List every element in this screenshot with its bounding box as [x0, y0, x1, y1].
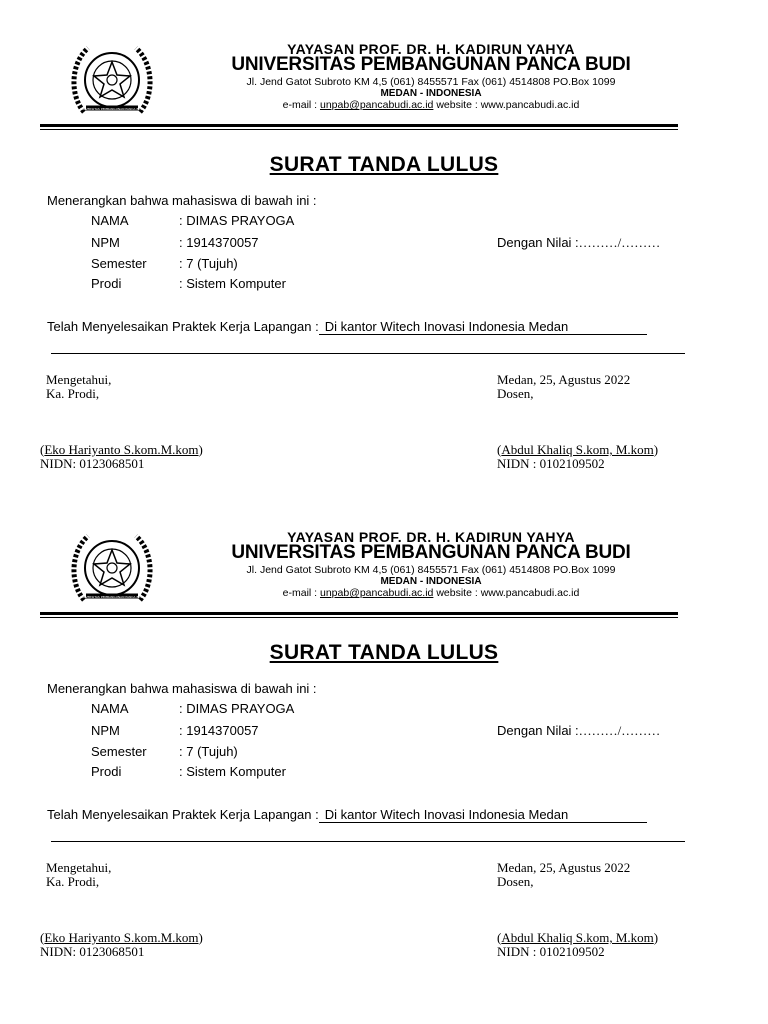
field-label-npm: NPM — [91, 723, 120, 738]
header-divider-thin — [40, 617, 678, 618]
left-signatory-name: Eko Hariyanto S.kom.M.kom — [44, 930, 199, 945]
left-sign-line2: Ka. Prodi, — [46, 386, 100, 401]
paren-close: ) — [653, 442, 659, 457]
letter-title: SURAT TANDA LULUS — [269, 641, 499, 664]
completion-line — [47, 807, 647, 823]
completion-text: Telah Menyelesaikan Praktek Kerja Lapangan : — [47, 807, 319, 822]
field-value-npm: : 1914370057 — [179, 235, 259, 250]
university-address: Jl. Jend Gatot Subroto KM 4,5 (061) 8455571 Fax (061) 4514808 PO.Box 1099 — [246, 76, 616, 88]
completion-place: Di kantor Witech Inovasi Indonesia Medan — [319, 807, 647, 823]
field-label-semester: Semester — [91, 744, 147, 759]
field-label-npm: NPM — [91, 235, 120, 250]
email-link[interactable]: unpab@pancabudi.ac.id — [319, 99, 434, 111]
intro-text: Menerangkan bahwa mahasiswa di bawah ini : — [47, 193, 317, 208]
email-link[interactable]: unpab@pancabudi.ac.id — [319, 587, 434, 599]
email-label: e-mail : — [282, 99, 320, 111]
field-label-nama: NAMA — [91, 701, 129, 716]
blank-line — [51, 841, 685, 842]
field-value-semester: : 7 (Tujuh) — [179, 256, 238, 271]
grade-value: ………/……… — [578, 723, 661, 738]
field-value-prodi: : Sistem Komputer — [179, 276, 286, 291]
paren-close: ) — [653, 930, 659, 945]
left-signatory-nidn: NIDN: 0123068501 — [40, 456, 145, 471]
intro-text: Menerangkan bahwa mahasiswa di bawah ini : — [47, 681, 317, 696]
field-label-prodi: Prodi — [91, 276, 122, 291]
svg-text:UNIVERSITAS PEMBANGUNAN PANCA: UNIVERSITAS PEMBANGUNAN PANCA BUDI — [80, 107, 144, 111]
paren-open: ( — [40, 442, 45, 457]
university-city: MEDAN - INDONESIA — [380, 576, 482, 587]
completion-line — [47, 319, 647, 335]
grade-field — [497, 723, 660, 739]
header-divider-thick — [40, 612, 678, 615]
email-label: e-mail : — [282, 587, 320, 599]
website-link[interactable]: www.pancabudi.ac.id — [480, 99, 580, 111]
field-value-semester: : 7 (Tujuh) — [179, 744, 238, 759]
grade-label: Dengan Nilai : — [497, 723, 579, 738]
blank-line — [51, 353, 685, 354]
field-label-prodi: Prodi — [91, 764, 122, 779]
left-sign-line2: Ka. Prodi, — [46, 874, 100, 889]
website-label: website : — [433, 587, 481, 599]
field-label-semester: Semester — [91, 256, 147, 271]
field-value-nama: : DIMAS PRAYOGA — [179, 213, 295, 228]
svg-text:UNIVERSITAS PEMBANGUNAN PANCA: UNIVERSITAS PEMBANGUNAN PANCA BUDI — [80, 595, 144, 599]
letter-title: SURAT TANDA LULUS — [269, 153, 499, 176]
grade-value: ………/……… — [578, 235, 661, 250]
left-signatory-nidn: NIDN: 0123068501 — [40, 944, 145, 959]
right-sign-line2: Dosen, — [497, 874, 534, 889]
paren-close: ) — [198, 442, 203, 457]
university-contact — [196, 587, 666, 599]
paren-open: ( — [40, 930, 45, 945]
field-value-npm: : 1914370057 — [179, 723, 259, 738]
header-divider-thick — [40, 124, 678, 127]
paren-open: ( — [497, 930, 502, 945]
university-address: Jl. Jend Gatot Subroto KM 4,5 (061) 8455571 Fax (061) 4514808 PO.Box 1099 — [246, 564, 616, 576]
left-sign-line1: Mengetahui, — [46, 860, 112, 875]
header-divider-thin — [40, 129, 678, 130]
left-signatory-name: Eko Hariyanto S.kom.M.kom — [44, 442, 199, 457]
website-label: website : — [433, 99, 481, 111]
left-sign-line1: Mengetahui, — [46, 372, 112, 387]
paren-open: ( — [497, 442, 502, 457]
foundation-name: YAYASAN PROF. DR. H. KADIRUN YAHYA — [287, 41, 575, 57]
field-value-prodi: : Sistem Komputer — [179, 764, 286, 779]
grade-field — [497, 235, 660, 251]
grade-label: Dengan Nilai : — [497, 235, 579, 250]
right-signatory-nidn: NIDN : 0102109502 — [497, 456, 605, 471]
right-signatory-name: Abdul Khaliq S.kom, M.kom — [501, 930, 654, 945]
field-label-nama: NAMA — [91, 213, 129, 228]
paren-close: ) — [198, 930, 203, 945]
letter-2 — [0, 488, 768, 975]
foundation-name: YAYASAN PROF. DR. H. KADIRUN YAHYA — [287, 529, 575, 545]
university-name: UNIVERSITAS PEMBANGUNAN PANCA BUDI — [231, 54, 631, 75]
completion-text: Telah Menyelesaikan Praktek Kerja Lapangan : — [47, 319, 319, 334]
right-signatory-nidn: NIDN : 0102109502 — [497, 944, 605, 959]
university-contact — [196, 99, 666, 111]
right-sign-line1: Medan, 25, Agustus 2022 — [497, 860, 631, 875]
university-seal-icon — [66, 34, 158, 126]
right-signatory-name: Abdul Khaliq S.kom, M.kom — [501, 442, 654, 457]
right-sign-line1: Medan, 25, Agustus 2022 — [497, 372, 631, 387]
field-value-nama: : DIMAS PRAYOGA — [179, 701, 295, 716]
university-city: MEDAN - INDONESIA — [380, 88, 482, 99]
university-name: UNIVERSITAS PEMBANGUNAN PANCA BUDI — [231, 542, 631, 563]
right-sign-line2: Dosen, — [497, 386, 534, 401]
completion-place: Di kantor Witech Inovasi Indonesia Medan — [319, 319, 647, 335]
university-seal-icon — [66, 522, 158, 614]
letter-1 — [0, 0, 768, 487]
website-link[interactable]: www.pancabudi.ac.id — [480, 587, 580, 599]
